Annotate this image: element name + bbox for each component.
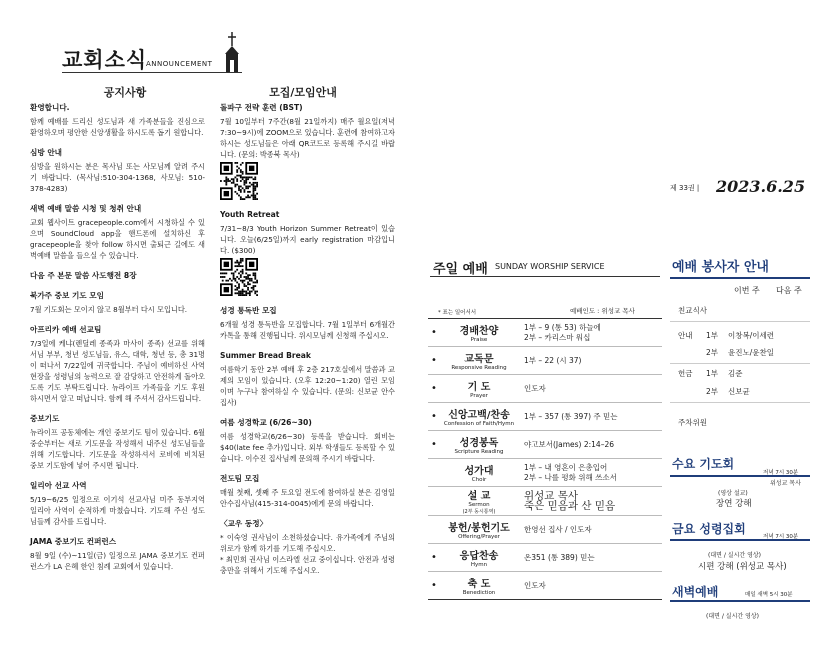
- stand-marker: •: [431, 439, 437, 450]
- notice-body: 심방을 원하시는 분은 목사님 또는 사모님께 알려 주시기 바랍니다. (목사님:510-304-1368, 사모님: 510-378-4283): [30, 162, 205, 193]
- servant-role: 주차위원: [678, 418, 707, 427]
- qr-code-icon: [220, 258, 258, 296]
- dawn-format: (대면 / 실시간 영상): [706, 613, 759, 620]
- order-item-english: Scripture Reading: [454, 449, 504, 455]
- gathering-title: 전도팀 모집: [220, 474, 260, 483]
- church-icon: [222, 32, 242, 72]
- worship-title: 주일 예배: [433, 262, 488, 277]
- worship-order-row: [428, 347, 662, 375]
- notice-title: 환영합니다.: [30, 103, 70, 112]
- stand-marker: •: [431, 327, 437, 338]
- worship-subtitle: SUNDAY WORSHIP SERVICE: [495, 262, 605, 271]
- notice-body: 7/3일에 케냐(렌딜레 종족과 마사이 종족) 선교를 위해서님 부부, 청년 성도님들, 유스, 대학, 청년 등, 총 31명이 떠나서 7/22일에 귀국합니다. 주님이 예비하신 사역 현장을 성령님의 능력으로 잘 감당하고 안전하게 돌아오도록 기도 부탁드립니다. 뉴라이프 가족들을 기도 후원 하시면서 알고 떠납니다. 함께 해 주셔서 감사드립니다.: [30, 339, 205, 403]
- gathering-title: Summer Bread Break: [220, 351, 311, 360]
- notice-body: 5/19~6/25 일정으로 이기석 선교사님 미주 동부지역 일리아 사역이 순적하게 마쳤습니다. 기도해 주신 성도님들께 감사를 드립니다.: [30, 495, 205, 526]
- order-item-english: Hymn: [470, 562, 488, 568]
- this-week-header: 이번 주: [734, 286, 760, 295]
- notice-item: [30, 413, 205, 471]
- stand-marker: •: [431, 411, 437, 422]
- gathering-title: 성경 통독반 모집: [220, 306, 277, 315]
- order-item-korean: 성경봉독: [459, 438, 499, 449]
- stand-marker: •: [431, 580, 437, 591]
- gathering-body: 매월 첫째, 셋째 주 토요일 전도에 참여하실 분은 김영일 안수집사님(415-314-0045)에게 문의 바랍니다.: [220, 488, 395, 508]
- notice-title: 아프리카 예배 선교팀: [30, 325, 102, 334]
- qr-code-icon: [220, 162, 258, 200]
- gathering-body: 6개월 성경 통독반을 모집합니다. 7월 1일부터 6개월간 카톡을 통해 진행됩니다. 위시모님께 신청해 주십시오.: [220, 320, 395, 340]
- servants-divider: [670, 277, 810, 279]
- gathering-title: Youth Retreat: [220, 210, 280, 219]
- worship-order-row: [428, 431, 662, 459]
- servant-names: 윤진노/윤찬일: [728, 348, 774, 357]
- order-item-name: [440, 462, 518, 483]
- notice-item: [30, 270, 205, 281]
- stand-legend: * 표는 일어서서: [438, 310, 477, 316]
- friday-divider: [670, 539, 810, 541]
- page-subtitle: ANNOUNCEMENT: [146, 60, 213, 68]
- gathering-title: 여름 성경학교 (6/26~30): [220, 418, 312, 427]
- worship-order-row: [428, 516, 662, 544]
- stand-marker: •: [431, 355, 437, 366]
- servant-service: 2부: [706, 387, 719, 396]
- order-item-content: 1부 – 22 (시 37): [524, 355, 582, 365]
- servants-title: 예배 봉사자 안내: [672, 260, 769, 275]
- order-item-content: 1부 – 9 (통 53) 하늘에 2부 – 카리스마 워십: [524, 322, 601, 342]
- next-week-header: 다음 주: [776, 286, 802, 295]
- notice-title: JAMA 중보기도 컨퍼런스: [30, 537, 117, 546]
- order-item-english: Choir: [471, 477, 487, 483]
- worship-order-row: [428, 487, 662, 516]
- notice-title: 심방 안내: [30, 148, 62, 157]
- gathering-body: 여름 성경학교(6/26~30) 등록을 받습니다. 회비는 $40(late fee 추가)입니다. 외부 학생들도 등록할 수 있습니다. 이수진 집사님께 문의해 주시기 바랍니다.: [220, 432, 395, 463]
- notice-item: [30, 102, 205, 138]
- title-underline: [62, 72, 242, 73]
- gathering-item: [220, 518, 395, 576]
- friday-sermon: 시편 강해 (위성교 목사): [698, 562, 787, 572]
- friday-format: (대면 / 실시간 영상): [708, 552, 761, 559]
- gathering-list: [220, 102, 395, 585]
- wednesday-leader: 위성교 목사: [770, 480, 801, 487]
- servant-role: 헌금: [678, 369, 693, 378]
- stand-marker: •: [431, 383, 437, 394]
- friday-title: 금요 성령집회: [672, 522, 746, 536]
- order-item-content: 1부 – 내 영혼이 은총입어 2부 – 나를 평화 위해 쓰소서: [524, 462, 617, 482]
- servant-row-divider: [670, 402, 810, 403]
- order-item-korean: 교독문: [464, 354, 494, 365]
- notice-item: [30, 536, 205, 572]
- servant-names: 신보균: [728, 387, 750, 396]
- gathering-item: [220, 417, 395, 464]
- dawn-time: 매일 새벽 5시 30분: [745, 592, 793, 598]
- order-item-english: Confession of Faith/Hymn: [443, 421, 515, 427]
- order-item-name: [440, 322, 518, 343]
- notice-body: 함께 예배를 드리신 성도님과 새 가족분들을 진심으로 환영하오며 평안한 신앙생활을 하시도록 돕기 원합니다.: [30, 117, 205, 137]
- order-item-content: 1부 – 357 (통 397) 주 믿는: [524, 411, 618, 421]
- servant-service: 1부: [706, 331, 719, 340]
- worship-order-row: [428, 375, 662, 403]
- gathering-title: 돌파구 전략 훈련 (BST): [220, 103, 303, 112]
- notice-title: 다음 주 본문 말씀 사도행전 8장: [30, 271, 137, 280]
- gathering-title: 〈교우 동정〉: [220, 519, 268, 528]
- worship-order-list: [428, 318, 662, 600]
- servant-role: 안내: [678, 331, 693, 340]
- order-item-name: [440, 350, 518, 371]
- servant-row-divider: [670, 321, 810, 322]
- order-item-korean: 봉헌/봉헌기도: [448, 523, 510, 534]
- order-item-english: Offering/Prayer: [458, 534, 500, 540]
- gathering-item: [220, 305, 395, 341]
- gathering-heading: 모집/모임안내: [269, 86, 337, 99]
- order-item-korean: 기 도: [467, 382, 491, 393]
- servant-names: 이창복/이세련: [728, 331, 774, 340]
- order-item-content: 인도자: [524, 580, 546, 590]
- order-item-name: [440, 575, 518, 596]
- notice-list: [30, 102, 205, 581]
- servant-row-divider: [670, 363, 810, 364]
- stand-marker: •: [431, 552, 437, 563]
- gathering-item: [220, 473, 395, 509]
- order-item-name: [440, 519, 518, 540]
- wednesday-divider: [670, 475, 810, 477]
- order-item-content: 야고보서(James) 2:14–26: [524, 439, 614, 449]
- worship-order-row: [428, 319, 662, 347]
- volume-label: 제 33권 |: [670, 184, 700, 192]
- servant-role: 친교식사: [678, 306, 707, 315]
- wednesday-time: 저녁 7시 30분: [763, 470, 799, 476]
- order-item-korean: 성가대: [464, 466, 494, 477]
- order-item-name: [440, 547, 518, 568]
- notice-title: 중보기도: [30, 414, 60, 423]
- notice-body: 뉴라이프 공동체에는 개인 중보기도 팀이 있습니다. 6월 중순부터는 새로 기도문을 작성해서 내주신 성도님들을 위해 기도합니다. 기도문을 작성하셔서 로비에 비치된 중보 기도함에 넣어 주시면 됩니다.: [30, 428, 205, 470]
- gathering-body: 7월 10일부터 7주간(8월 21일까지) 매주 월요일(저녁 7:30~9시)에 ZOOM으로 있습니다. 훈련에 참여하고자 하시는 성도님들은 아래 QR코드로 등록해 주시길 바랍니다. (문의: 박종북 목사): [220, 117, 395, 159]
- servant-names: 김준: [728, 369, 743, 378]
- wednesday-title: 수요 기도회: [672, 457, 735, 471]
- order-item-name: [440, 434, 518, 455]
- order-item-content: 위성교 목사 죽은 믿음과 산 믿음: [524, 490, 616, 512]
- page-title: 교회소식: [62, 48, 148, 72]
- dawn-title: 새벽예배: [672, 585, 719, 599]
- friday-time: 저녁 7시 30분: [763, 534, 799, 540]
- gathering-body: * 이숙영 권사님이 소천하셨습니다. 유가족에게 주님의 위로가 함께 하기를 기도해 주십시오. * 최민희 권사님 이스라엘 선교 중이십니다. 안전과 성령 충만을 위해서 기도해 주십시오.: [220, 533, 395, 575]
- worship-divider: [430, 276, 660, 277]
- order-item-korean: 경배찬양: [459, 326, 499, 337]
- gathering-item: [220, 209, 395, 296]
- order-item-content: 한영선 집사 / 인도자: [524, 524, 592, 534]
- order-item-korean: 신앙고백/찬송: [448, 410, 510, 421]
- notice-title: 일리아 선교 사역: [30, 481, 87, 490]
- gathering-body: 7/31~8/3 Youth Horizon Summer Retreat이 있습니다. 오늘(6/25일)까지 early registration 마감입니다. ($300): [220, 224, 395, 255]
- order-item-content: 인도자: [524, 383, 546, 393]
- wednesday-format: (영상 설교): [718, 490, 748, 497]
- notice-body: 교회 웹사이트 gracepeople.com에서 시청하실 수 있으며 SoundCloud app을 핸드폰에 설치하신 후 gracepeople을 찾아 follow 하시면 출퇴근 길에도 새벽예배 말씀을 들으실 수 있습니다.: [30, 218, 205, 260]
- notice-item: [30, 147, 205, 194]
- order-item-korean: 축 도: [467, 579, 491, 590]
- order-item-english: Sermon: [468, 502, 490, 508]
- order-item-name: [440, 406, 518, 427]
- bulletin-date: 2023.6.25: [716, 177, 806, 196]
- notice-body: 7월 기도회는 모이지 않고 8월부터 다시 모입니다.: [30, 305, 188, 314]
- servant-service: 1부: [706, 369, 719, 378]
- order-item-name: [440, 378, 518, 399]
- servant-service: 2부: [706, 348, 719, 357]
- gathering-body: 여름학기 동안 2부 예배 후 2층 217호실에서 말씀과 교제의 모임이 있습니다. (오후 12:20~1:20) 열린 모임이며 누구나 참여하실 수 있습니다. (문의: 신보균 안수집사): [220, 365, 395, 407]
- worship-order-row: [428, 459, 662, 487]
- dawn-divider: [670, 600, 810, 602]
- order-item-english: Prayer: [470, 393, 488, 399]
- worship-leader: 예배인도 : 위성교 목사: [570, 307, 635, 315]
- gathering-item: [220, 102, 395, 200]
- notice-item: [30, 203, 205, 261]
- notice-body: 8월 9일 (수)~11일(금) 일정으로 JAMA 중보기도 컨퍼런스가 LA 은혜 한인 침례 교회에서 있습니다.: [30, 551, 205, 571]
- order-item-english: Responsive Reading: [451, 365, 507, 371]
- gathering-item: [220, 350, 395, 408]
- notice-title: 새벽 예배 말씀 시청 및 청취 안내: [30, 204, 142, 213]
- worship-order-row: [428, 572, 662, 600]
- order-item-korean: 설 교: [467, 491, 491, 502]
- order-item-korean: 응답찬송: [459, 551, 499, 562]
- notice-title: 북가주 중보 기도 모임: [30, 291, 104, 300]
- notice-item: [30, 480, 205, 527]
- worship-order-row: [428, 544, 662, 572]
- notice-item: [30, 324, 205, 404]
- order-item-english: Benediction: [462, 590, 496, 596]
- order-item-english: Praise: [470, 337, 488, 343]
- notice-item: [30, 290, 205, 315]
- order-item-content: 온351 (통 389) 믿는: [524, 552, 595, 562]
- order-item-note: (2부 동시통역): [462, 509, 496, 515]
- notice-heading: 공지사항: [103, 86, 147, 99]
- wednesday-sermon: 장연 강해: [716, 499, 752, 509]
- order-item-name: [440, 487, 518, 515]
- worship-order-row: [428, 403, 662, 431]
